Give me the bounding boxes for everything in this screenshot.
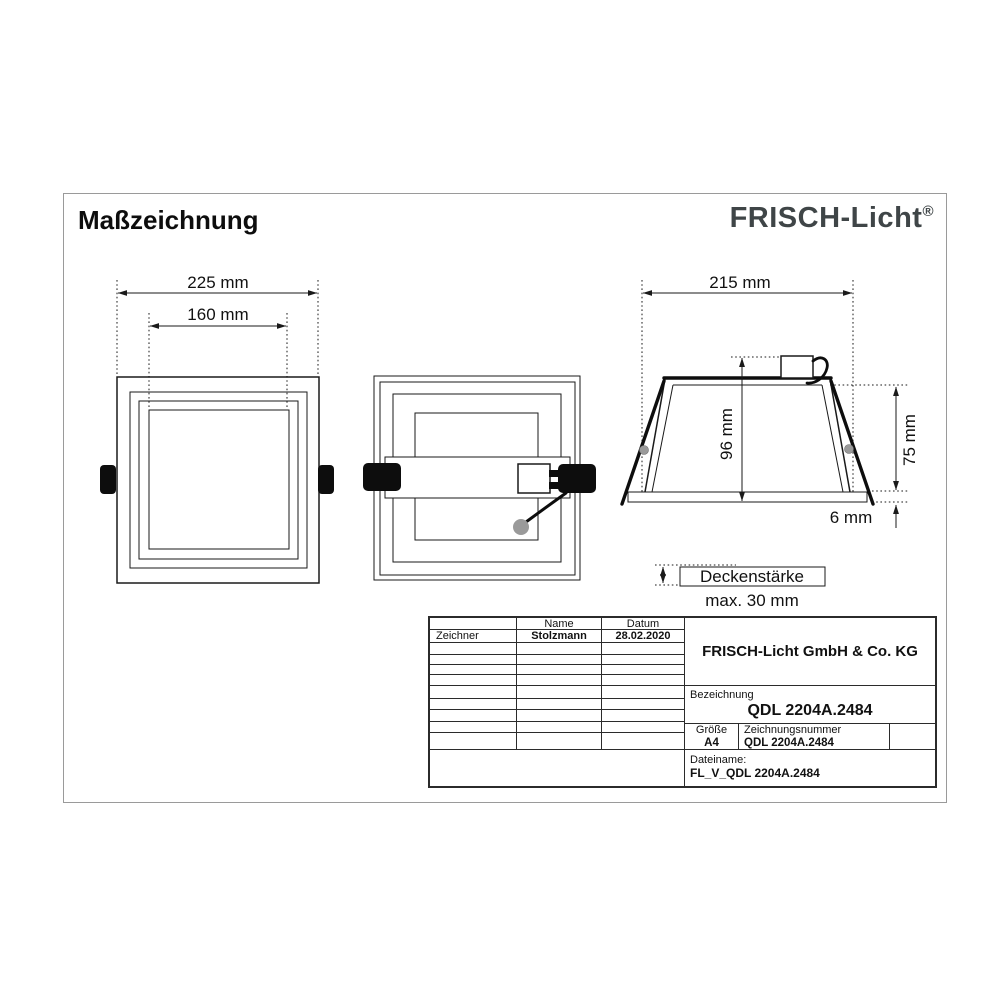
size-label: Größe [695, 724, 728, 736]
table-row [430, 699, 684, 710]
zeichner-label: Zeichner [430, 630, 517, 642]
size-value: A4 [704, 737, 719, 749]
dim-label-75mm: 75 mm [900, 414, 919, 466]
company-logo-text: FRISCH-Licht [729, 202, 923, 234]
table-row [430, 655, 684, 665]
page-title: Maßzeichnung [78, 205, 259, 235]
right-spring-clip [318, 465, 334, 494]
designation-label: Bezeichnung [690, 689, 754, 701]
table-row [430, 722, 684, 733]
drawing-number-cell [739, 724, 890, 749]
empty-cell [890, 724, 935, 749]
terminal-connector [549, 470, 559, 477]
title-block-info [685, 618, 935, 786]
junction-box [781, 356, 813, 378]
bezel-outline [139, 401, 298, 559]
zeichner-datum: 28.02.2020 [615, 630, 671, 642]
terminal-box [518, 464, 550, 493]
filename-cell [685, 750, 935, 786]
filename-value: FL_V_QDL 2204A.2484 [690, 766, 820, 780]
table-row [430, 686, 684, 699]
dim-label-225mm: 225 mm [187, 273, 249, 292]
designation-cell [685, 686, 935, 724]
terminal-connector [549, 482, 559, 489]
ceiling-flange [628, 492, 867, 502]
rear-view-drawing [363, 376, 596, 580]
company-name: FRISCH-Licht GmbH & Co. KG [685, 618, 935, 686]
cable-grommet [513, 519, 529, 535]
title-block-revision-table [430, 618, 685, 786]
table-row [430, 675, 684, 686]
table-row [430, 643, 684, 655]
column-header-name: Name [517, 618, 602, 629]
left-spring-arm [622, 381, 664, 504]
size-row [685, 724, 935, 750]
column-header-datum: Datum [626, 618, 660, 629]
table-row [430, 710, 684, 722]
dim-label-6mm: 6 mm [829, 508, 873, 527]
title-block-empty-area [430, 750, 684, 786]
ceiling-thickness-note [655, 565, 825, 610]
right-spring-arm [831, 381, 873, 504]
dim-label-215mm: 215 mm [709, 273, 771, 292]
dim-label-96mm: 96 mm [717, 408, 736, 460]
dim-label-160mm: 160 mm [187, 305, 249, 324]
front-view-drawing [100, 273, 334, 583]
drawing-number-value: QDL 2204A.2484 [744, 737, 834, 749]
table-row [430, 618, 684, 630]
registered-trademark-icon: ® [922, 203, 934, 220]
table-row [430, 630, 684, 643]
designation-value: QDL 2204A.2484 [747, 702, 873, 719]
left-spring-clip [100, 465, 116, 494]
right-spring-clip-top [558, 464, 596, 493]
left-spring-pivot [640, 446, 649, 455]
side-view-drawing [622, 273, 919, 528]
trim-ring-outline [130, 392, 307, 568]
ceiling-thickness-max: max. 30 mm [705, 591, 799, 610]
table-row [430, 733, 684, 750]
light-aperture-outline [149, 410, 289, 549]
left-spring-clip-top [363, 463, 401, 491]
table-row [430, 665, 684, 675]
right-spring-pivot [845, 445, 854, 454]
title-block [428, 616, 937, 788]
filename-label: Dateiname: [690, 754, 747, 766]
drawing-number-label: Zeichnungsnummer [744, 724, 842, 736]
zeichner-name: Stolzmann [517, 630, 602, 642]
size-cell [685, 724, 739, 749]
ceiling-thickness-label: Deckenstärke [700, 567, 804, 586]
